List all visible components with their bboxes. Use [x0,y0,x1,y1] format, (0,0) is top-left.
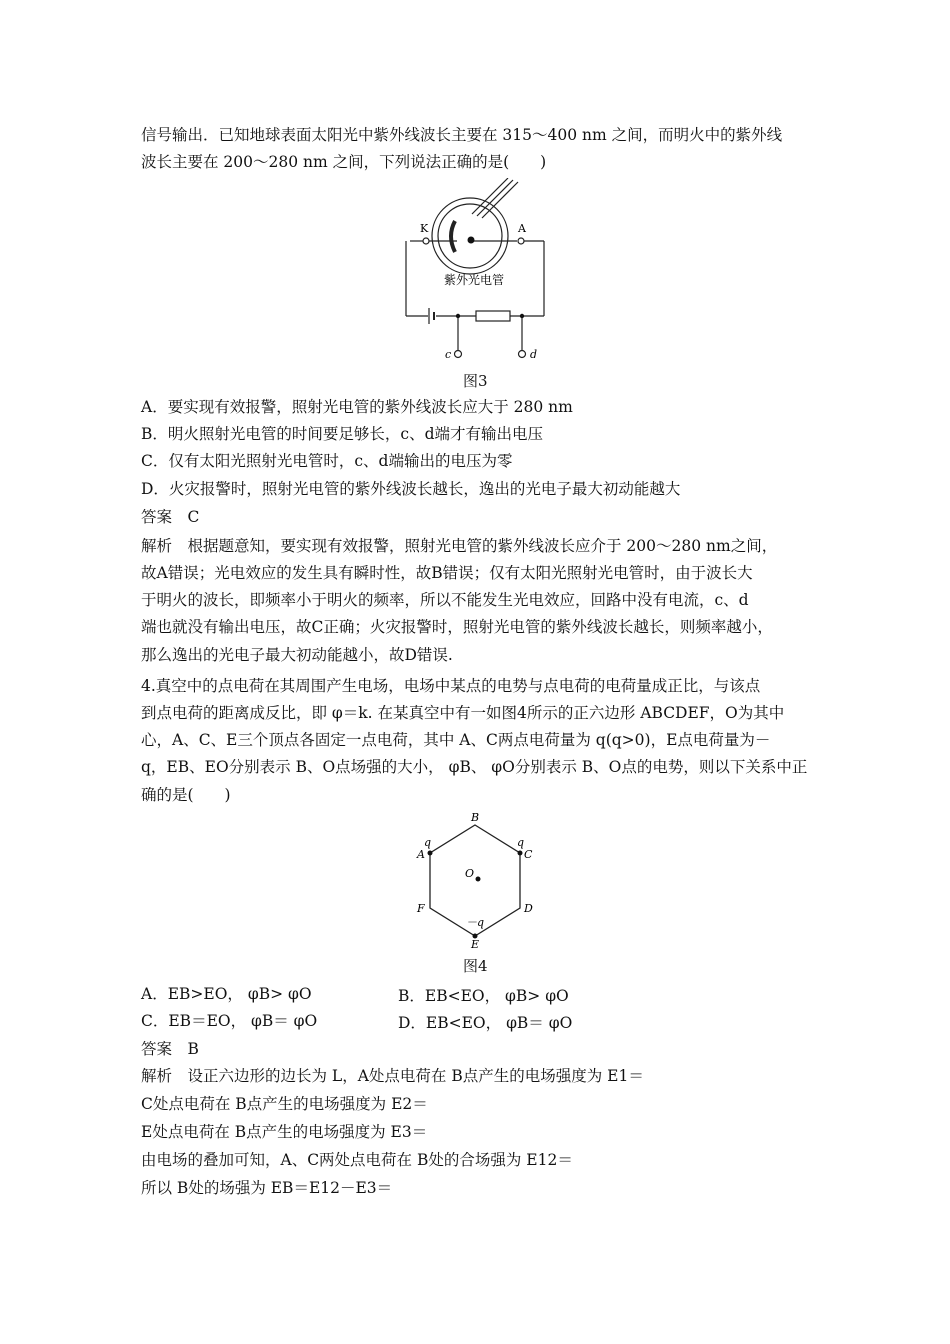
q4-stem-line-4: q，EB、EO分别表示 B、O点场强的大小， φB、 φO分别表示 B、O点的电势，则以下关系中正 [141,758,808,776]
label-D: D [524,902,533,915]
charge-a-dot [428,851,433,856]
tube-outer-circle [432,198,508,274]
q3-option-d: D．火灾报警时，照射光电管的紫外线波长越长，逸出的光电子最大初动能越大 [141,480,681,498]
terminal-a [518,238,524,244]
label-F: F [417,902,425,915]
label-k: K [420,222,429,235]
q4-stem-line-5: 确的是( ) [141,786,231,804]
q3-answer: 答案 C [141,508,200,526]
label-d: d [530,348,538,361]
label-B: B [471,811,480,824]
label-qC: q [517,836,525,849]
terminal-k [423,238,429,244]
q4-option-a: A．EB>EO， φB> φO [141,985,312,1003]
label-O: O [465,867,475,880]
q4-analysis-line-5: 所以 B处的场强为 EB＝E12－E3＝ [141,1179,393,1197]
junction-right [520,314,524,318]
q3-option-c: C．仅有太阳光照射光电管时，c、d端输出的电压为零 [141,452,513,470]
tube-label: 紫外光电管 [444,273,505,287]
tube-inner-circle [438,204,502,268]
q4-stem-line-2: 到点电荷的距离成反比，即 φ＝k. 在某真空中有一如图4所示的正六边形 ABCDEF，O为其中 [141,704,785,722]
q3-option-a: A．要实现有效报警，照射光电管的紫外线波长应大于 280 nm [141,398,573,416]
q4-option-d: D．EB<EO， φB＝ φO [398,1014,573,1032]
q4-analysis-line-4: 由电场的叠加可知，A、C两处点电荷在 B处的合场强为 E12＝ [141,1151,573,1169]
label-qE: －q [466,916,485,929]
label-A: A [417,848,425,861]
figure-4-caption: 图4 [463,957,488,975]
label-qA: q [424,836,432,849]
q3-analysis-line-1: 解析 根据题意知，要实现有效报警，照射光电管的紫外线波长应介于 200～280 nm之间， [141,537,778,555]
q4-stem-line-1: 4.真空中的点电荷在其周围产生电场，电场中某点的电势与点电荷的电荷量成正比，与该点 [141,677,761,695]
label-C: C [524,848,533,861]
q3-analysis-line-2: 故A错误；光电效应的发生具有瞬时性，故B错误；仅有太阳光照射光电管时，由于波长大 [141,564,753,582]
q4-analysis-line-3: E处点电荷在 B点产生的电场强度为 E3＝ [141,1123,428,1141]
figure-3-circuit [400,178,560,368]
q3-stem-line-1: 信号输出．已知地球表面太阳光中紫外线波长主要在 315～400 nm 之间，而明火中的紫外线 [141,126,783,144]
figure-4-hexagon [410,810,540,950]
q3-analysis-line-5: 那么逸出的光电子最大初动能越小，故D错误. [141,646,453,664]
label-E: E [471,938,480,950]
q3-analysis-line-3: 于明火的波长，即频率小于明火的频率，所以不能发生光电效应，回路中没有电流，c、d [141,591,749,609]
center-o-dot [476,877,481,882]
figure-3-caption: 图3 [463,372,488,390]
anode-dot [468,237,475,244]
q3-option-b: B．明火照射光电管的时间要足够长，c、d端才有输出电压 [141,425,543,443]
resistor [476,311,510,321]
q4-analysis-line-2: C处点电荷在 B点产生的电场强度为 E2＝ [141,1095,428,1113]
label-a: A [518,222,526,235]
q3-stem-line-2: 波长主要在 200～280 nm 之间，下列说法正确的是( ) [141,153,547,171]
q4-answer: 答案 B [141,1040,199,1058]
junction-left [456,314,460,318]
cathode-arc [451,221,455,252]
label-c: c [445,348,452,361]
q3-analysis-line-4: 端也就没有输出电压，故C正确；火灾报警时，照射光电管的紫外线波长越长，则频率越小， [141,618,773,636]
terminal-c [455,351,462,358]
q4-stem-line-3: 心，A、C、E三个顶点各固定一点电荷，其中 A、C两点电荷量为 q(q>0)，E点电荷量为－ [141,731,771,749]
q4-option-c: C．EB＝EO， φB＝ φO [141,1012,318,1030]
q4-option-b: B．EB<EO， φB> φO [398,987,569,1005]
q4-analysis-line-1: 解析 设正六边形的边长为 L，A处点电荷在 B点产生的电场强度为 E1＝ [141,1067,644,1085]
charge-c-dot [518,851,523,856]
terminal-d [519,351,526,358]
